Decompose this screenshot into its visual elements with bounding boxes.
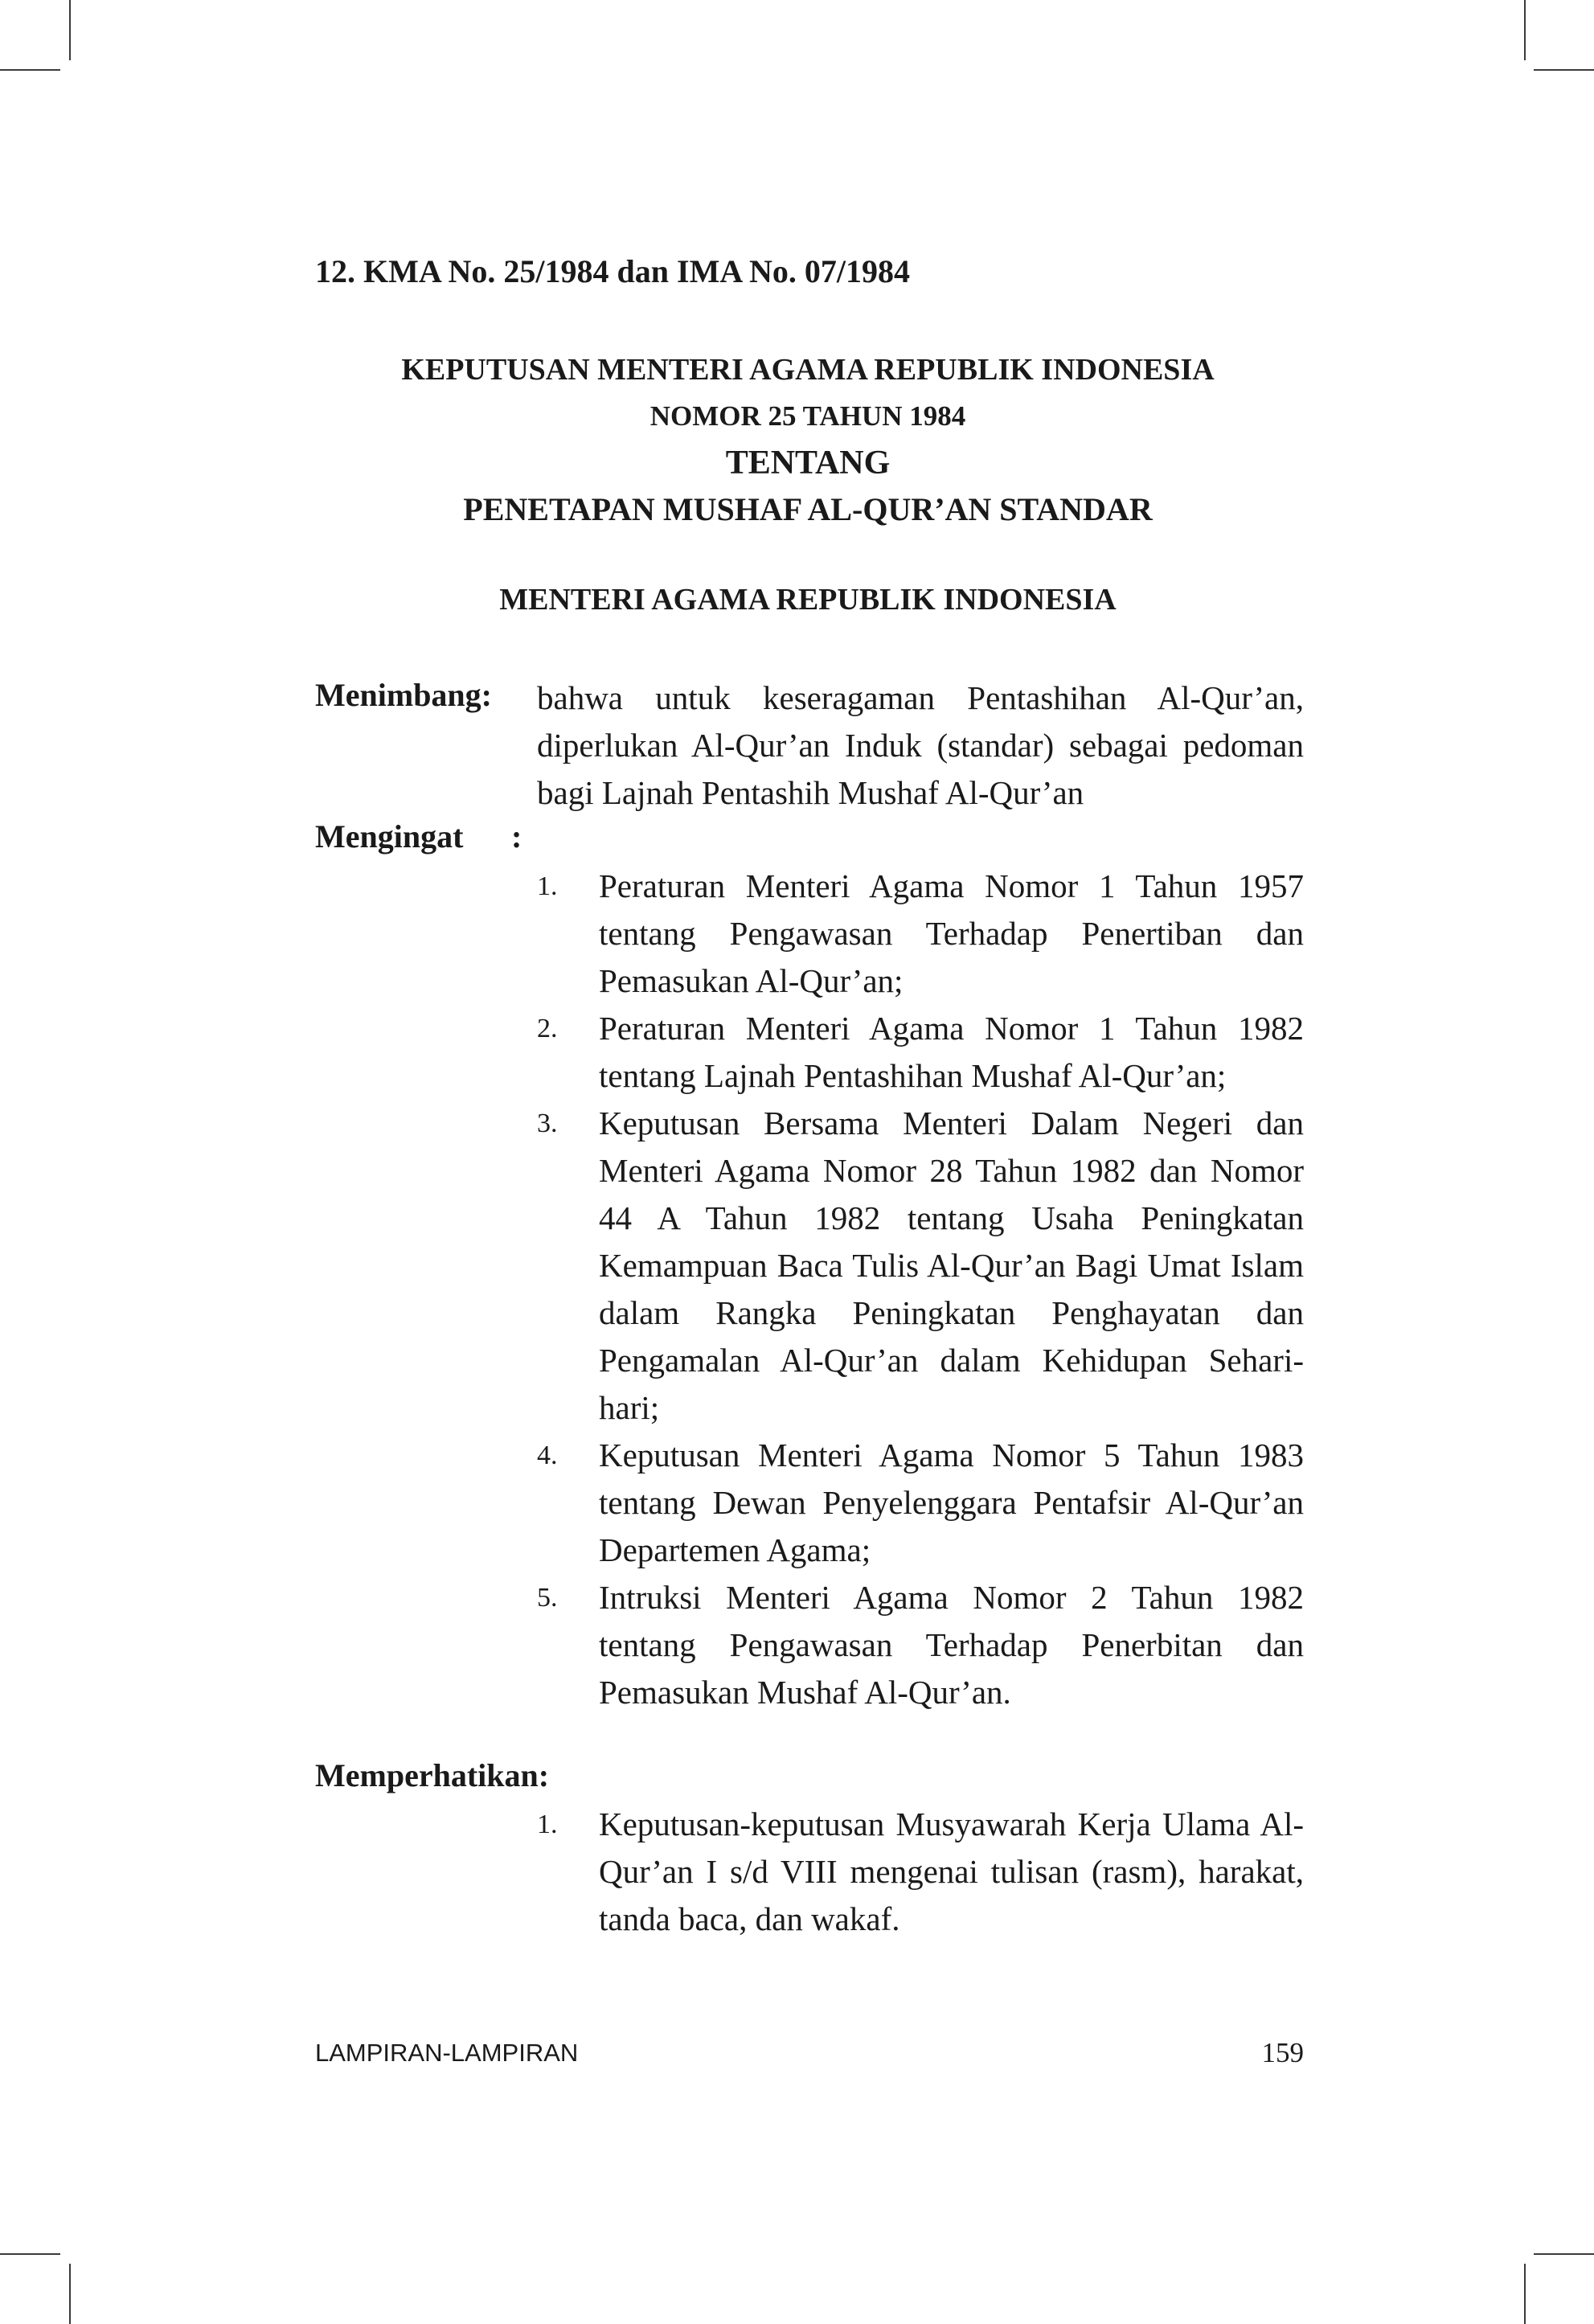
list-item-number: 1. — [537, 1810, 558, 1839]
list-item — [537, 863, 1304, 1005]
crop-mark-bottom-left-vertical — [69, 2264, 71, 2324]
mengingat-colon: : — [511, 818, 522, 855]
crop-mark-bottom-right-vertical — [1524, 2264, 1526, 2324]
menteri-heading: MENTERI AGAMA REPUBLIK INDONESIA — [499, 583, 1117, 617]
title-line-1: KEPUTUSAN MENTERI AGAMA REPUBLIK INDONESIA — [401, 353, 1215, 387]
list-item-text: Peraturan Menteri Agama Nomor 1 Tahun 1957 tentang Pengawasan Terhadap Penertiban dan Pemasukan Al-Qur’an; — [599, 867, 1304, 999]
crop-mark-top-left-vertical — [69, 0, 71, 60]
title-line-3: TENTANG — [725, 445, 891, 482]
list-item-number: 1. — [537, 871, 558, 901]
menimbang-label: Menimbang: — [315, 677, 492, 713]
list-item-text: Peraturan Menteri Agama Nomor 1 Tahun 1982 tentang Lajnah Pentashihan Mushaf Al-Qur’an; — [599, 1010, 1304, 1094]
crop-mark-top-right-horizontal — [1534, 69, 1594, 71]
list-item — [537, 1432, 1304, 1574]
menimbang-text: bahwa untuk keseragaman Pentashihan Al-Qur’an, diperlukan Al-Qur’an Induk (standar) sebagai pedoman bagi Lajnah Pentashih Mushaf Al-Qur’an — [537, 679, 1304, 811]
crop-mark-top-right-vertical — [1524, 0, 1526, 60]
page-number: 159 — [1261, 2037, 1304, 2068]
decree-title — [0, 346, 1594, 533]
menteri-heading-block — [0, 582, 1594, 617]
list-item-text: Keputusan-keputusan Musyawarah Kerja Ulama Al-Qur’an I s/d VIII mengenai tulisan (rasm), harakat, tanda baca, dan wakaf. — [599, 1806, 1304, 1937]
list-item — [537, 1801, 1304, 1943]
crop-mark-bottom-left-horizontal — [0, 2253, 60, 2255]
crop-mark-top-left-horizontal — [0, 69, 60, 71]
memperhatikan-label: Memperhatikan: — [315, 1757, 550, 1793]
list-item-number: 4. — [537, 1441, 558, 1470]
footer-section-label: LAMPIRAN-LAMPIRAN — [315, 2039, 579, 2067]
list-item — [537, 1574, 1304, 1716]
list-item-number: 3. — [537, 1109, 558, 1138]
section-heading: 12. KMA No. 25/1984 dan IMA No. 07/1984 — [315, 253, 911, 289]
list-item-number: 5. — [537, 1583, 558, 1613]
crop-mark-bottom-right-horizontal — [1534, 2253, 1594, 2255]
title-line-2: NOMOR 25 TAHUN 1984 — [649, 400, 966, 432]
mengingat-label: Mengingat — [315, 818, 464, 855]
list-item — [537, 1100, 1304, 1432]
list-item-number: 2. — [537, 1014, 558, 1043]
list-item-text: Keputusan Bersama Menteri Dalam Negeri dan Menteri Agama Nomor 28 Tahun 1982 dan Nomor 44 A Tahun 1982 tentang Usaha Peningkatan Kemampuan Baca Tulis Al-Qur’an Bagi Umat Islam dalam Rangka Peningkatan Penghayatan dan Pengamalan Al-Qur’an dalam Kehidupan Sehari-hari; — [599, 1105, 1304, 1426]
list-item-text: Keputusan Menteri Agama Nomor 5 Tahun 1983 tentang Dewan Penyelenggara Pentafsir Al-Qur’an Departemen Agama; — [599, 1437, 1304, 1568]
list-item-text: Intruksi Menteri Agama Nomor 2 Tahun 1982 tentang Pengawasan Terhadap Penerbitan dan Pemasukan Mushaf Al-Qur’an. — [599, 1579, 1304, 1711]
mengingat-list — [537, 863, 1304, 1716]
list-item — [537, 1005, 1304, 1100]
title-line-4: PENETAPAN MUSHAF AL-QUR’AN STANDAR — [463, 491, 1153, 527]
memperhatikan-list — [537, 1801, 1304, 1943]
